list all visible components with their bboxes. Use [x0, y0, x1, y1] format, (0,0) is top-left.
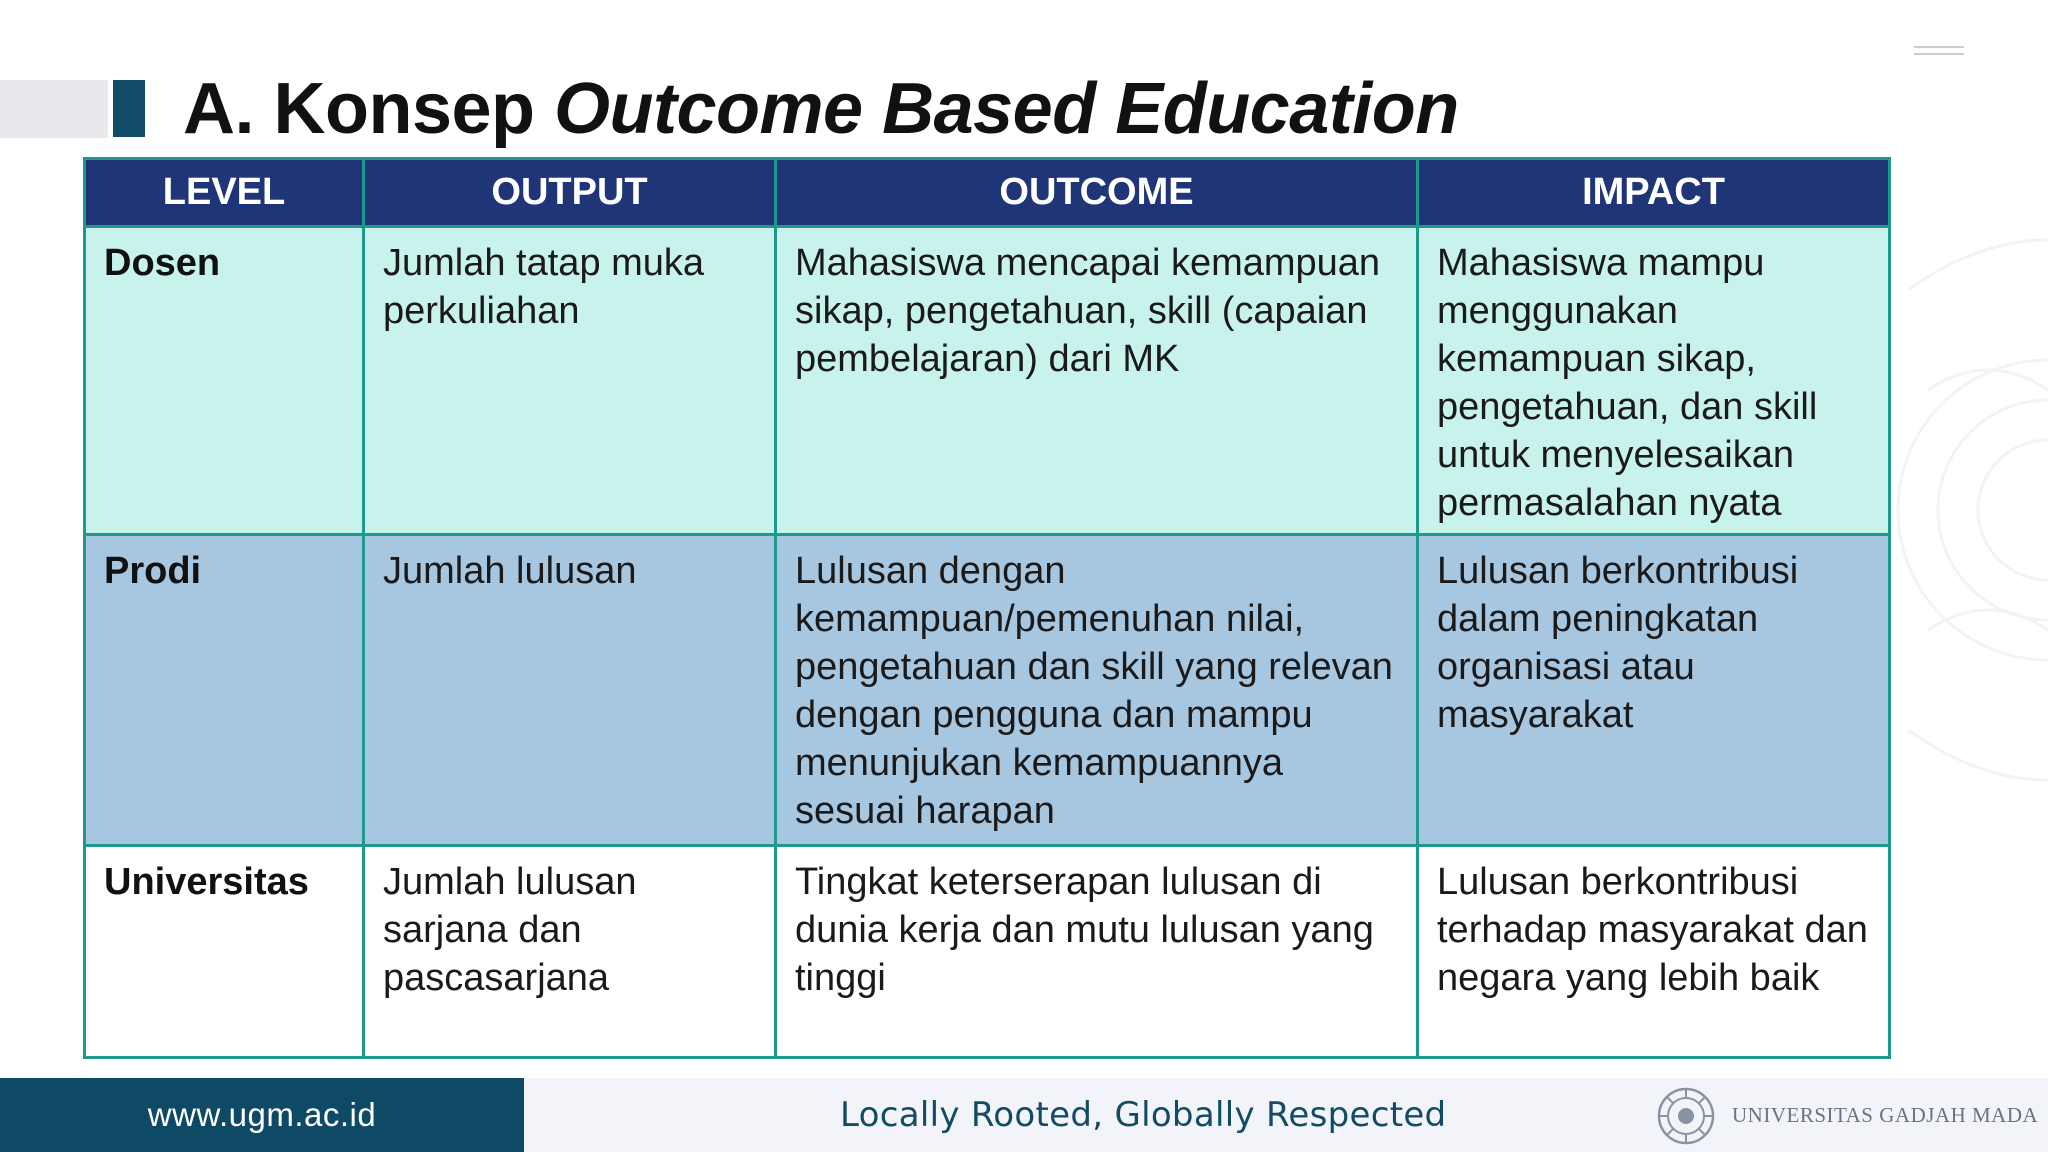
title-emphasis: Outcome Based Education [554, 69, 1459, 149]
table-row-prodi [85, 535, 1890, 846]
slide-title [183, 68, 1459, 150]
table-row-universitas [85, 846, 1890, 1058]
cell-impact: Lulusan berkontribusi terhadap masyarakat dan negara yang lebih baik [1418, 846, 1890, 1058]
cell-level: Prodi [85, 535, 364, 846]
cell-outcome: Mahasiswa mencapai kemampuan sikap, pengetahuan, skill (capaian pembelajaran) dari MK [776, 227, 1418, 535]
menu-icon[interactable] [1914, 46, 1964, 60]
header-level: LEVEL [85, 159, 364, 227]
obe-table [83, 157, 1891, 1059]
cell-outcome: Tingkat keterserapan lulusan di dunia kerja dan mutu lulusan yang tinggi [776, 846, 1418, 1058]
table-row-dosen [85, 227, 1890, 535]
header-impact: IMPACT [1418, 159, 1890, 227]
cell-outcome: Lulusan dengan kemampuan/pemenuhan nilai, pengetahuan dan skill yang relevan dengan pengguna dan mampu menunjukan kemampuannya sesuai harapan [776, 535, 1418, 846]
footer-bar [0, 1078, 2048, 1152]
cell-level: Dosen [85, 227, 364, 535]
cell-impact: Mahasiswa mampu menggunakan kemampuan sikap, pengetahuan, dan skill untuk menyelesaikan permasalahan nyata [1418, 227, 1890, 535]
cell-output: Jumlah lulusan [364, 535, 776, 846]
title-accent-band [0, 80, 108, 138]
footer-url-link[interactable]: www.ugm.ac.id [0, 1078, 524, 1152]
header-outcome: OUTCOME [776, 159, 1418, 227]
cell-level: Universitas [85, 846, 364, 1058]
ugm-emblem-icon [1656, 1086, 1716, 1146]
cell-impact: Lulusan berkontribusi dalam peningkatan organisasi atau masyarakat [1418, 535, 1890, 846]
cell-output: Jumlah tatap muka perkuliahan [364, 227, 776, 535]
table-header-row [85, 159, 1890, 227]
title-marker [113, 80, 145, 137]
footer-tagline: Locally Rooted, Globally Respected [840, 1095, 1447, 1135]
cell-output: Jumlah lulusan sarjana dan pascasarjana [364, 846, 776, 1058]
header-output: OUTPUT [364, 159, 776, 227]
university-logo-text: UNIVERSITAS GADJAH MADA [1732, 1103, 2039, 1127]
title-prefix: A. Konsep [183, 69, 555, 149]
